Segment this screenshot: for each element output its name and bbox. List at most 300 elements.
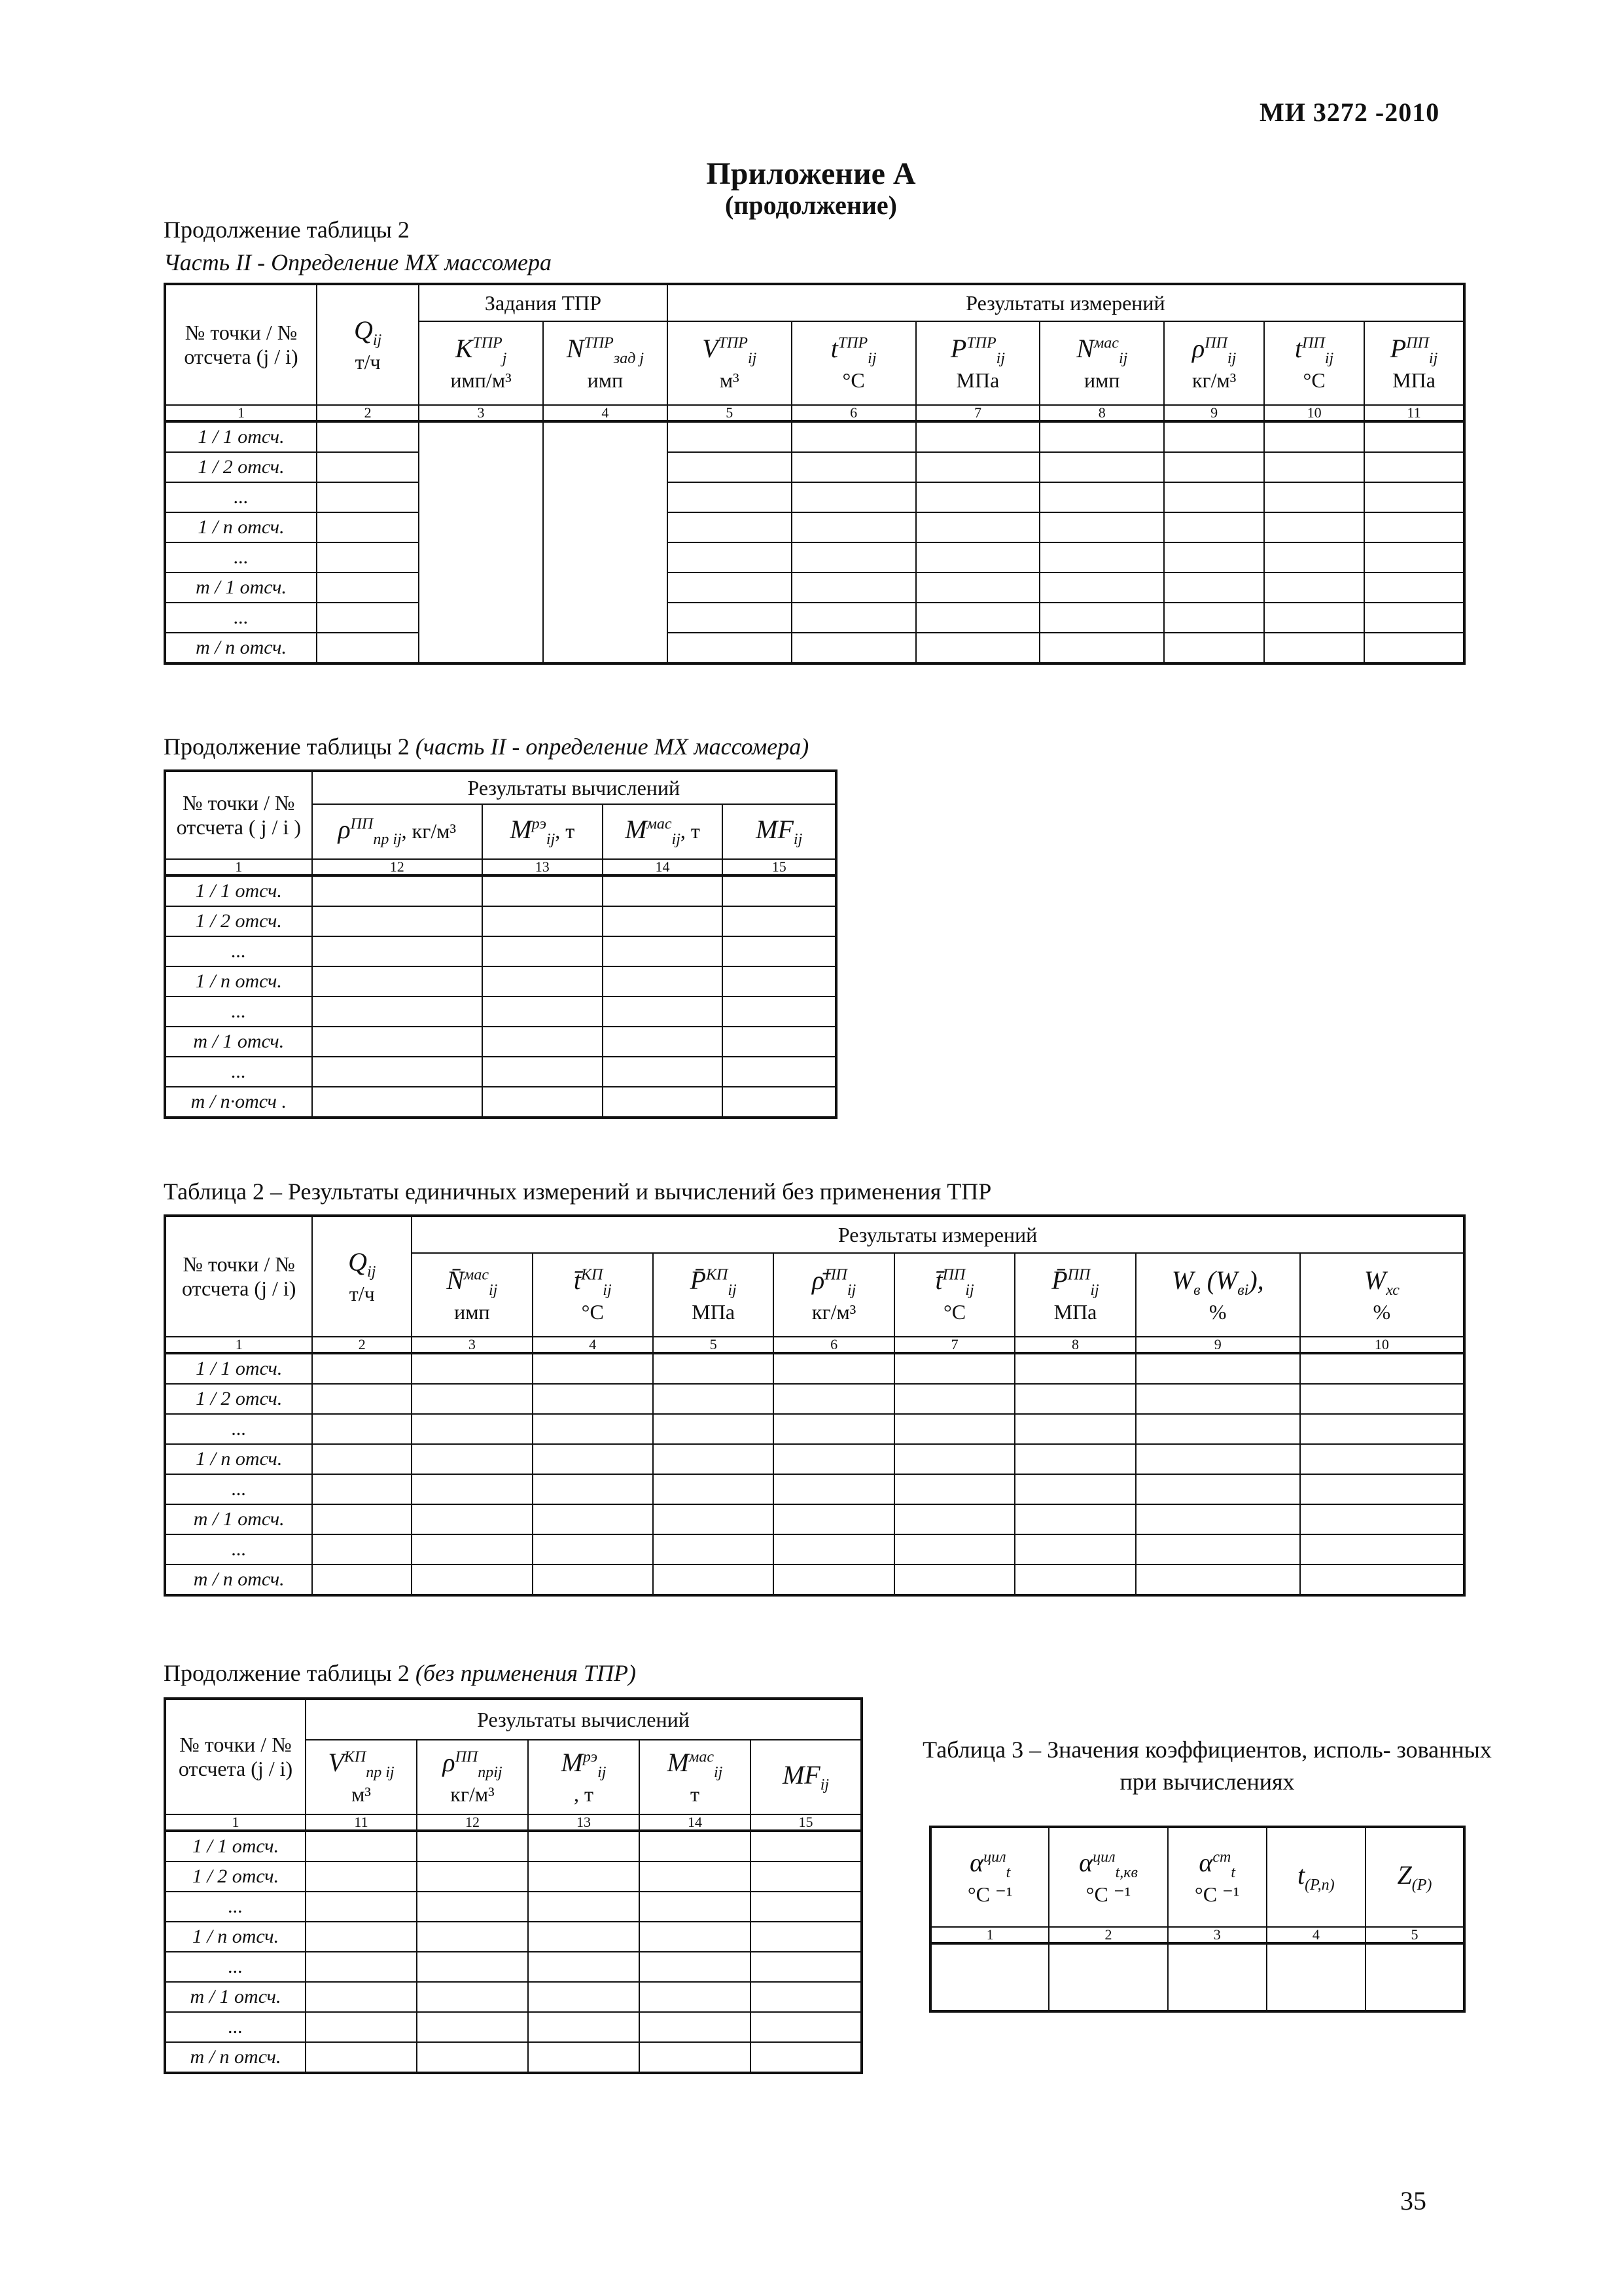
header-column xyxy=(528,1740,639,1814)
column-symbol xyxy=(690,1265,737,1299)
table-cell[interactable] xyxy=(482,1027,603,1057)
header-column xyxy=(792,321,916,405)
header-column xyxy=(412,1253,532,1337)
table-cell[interactable] xyxy=(306,2012,417,2042)
symbol-base: t xyxy=(1297,1860,1305,1890)
table-cell[interactable] xyxy=(916,512,1040,542)
table-cell[interactable] xyxy=(1136,1504,1300,1534)
table-cell[interactable] xyxy=(1015,1564,1135,1595)
table-row xyxy=(165,2012,862,2042)
table-cell-merged[interactable] xyxy=(419,421,543,663)
table-cell[interactable] xyxy=(306,1831,417,1862)
table-cell[interactable] xyxy=(653,1564,773,1595)
table-cell[interactable] xyxy=(306,2042,417,2073)
table-cell[interactable] xyxy=(312,875,482,906)
table-cell[interactable] xyxy=(773,1414,894,1444)
table-cell[interactable] xyxy=(1015,1384,1135,1414)
table-cell[interactable] xyxy=(1040,633,1164,663)
table-cell[interactable] xyxy=(528,1922,639,1952)
table-section4 xyxy=(164,1697,863,2074)
table-cell[interactable] xyxy=(1364,573,1464,603)
table-cell[interactable] xyxy=(1300,1353,1464,1384)
table-cell[interactable] xyxy=(528,1862,639,1892)
table-cell[interactable] xyxy=(916,421,1040,452)
table-cell[interactable] xyxy=(667,482,792,512)
table-cell[interactable] xyxy=(412,1414,532,1444)
table-cell[interactable] xyxy=(1136,1384,1300,1414)
table-row xyxy=(165,633,1464,663)
header-column xyxy=(750,1740,862,1814)
column-symbol xyxy=(782,1759,830,1793)
table-cell[interactable] xyxy=(1040,542,1164,573)
table-cell[interactable] xyxy=(412,1504,532,1534)
column-symbol xyxy=(1295,334,1334,368)
symbol-base: ρ xyxy=(338,814,351,844)
table-cell[interactable] xyxy=(1040,482,1164,512)
table-cell[interactable] xyxy=(1300,1474,1464,1504)
table-cell[interactable] xyxy=(412,1474,532,1504)
table-cell[interactable] xyxy=(792,482,916,512)
table-cell[interactable] xyxy=(750,1982,862,2012)
table-cell[interactable] xyxy=(1366,1943,1464,2011)
table-cell[interactable] xyxy=(412,1384,532,1414)
column-number: 5 xyxy=(667,405,792,421)
table-row xyxy=(165,1892,862,1922)
table-cell[interactable] xyxy=(1264,633,1364,663)
header-group-label: Результаты измерений xyxy=(966,291,1165,315)
table-cell[interactable] xyxy=(1164,633,1264,663)
table-cell[interactable] xyxy=(722,936,836,966)
table-cell[interactable] xyxy=(482,966,603,997)
table-cell[interactable] xyxy=(1264,421,1364,452)
table-cell[interactable] xyxy=(412,1353,532,1384)
table-cell[interactable] xyxy=(312,1504,412,1534)
table-cell[interactable] xyxy=(312,1384,412,1414)
symbol-subscript: ij xyxy=(372,332,382,349)
table-cell[interactable] xyxy=(1040,452,1164,482)
table-cell[interactable] xyxy=(667,452,792,482)
table-cell[interactable] xyxy=(792,512,916,542)
table-cell[interactable] xyxy=(773,1564,894,1595)
symbol-extra-end: ), xyxy=(1248,1265,1264,1296)
table-cell[interactable] xyxy=(417,1952,528,1982)
symbol-subscript: ij xyxy=(367,1263,376,1281)
column-symbol xyxy=(348,1247,376,1281)
table-cell-merged[interactable] xyxy=(543,421,667,663)
table-cell[interactable] xyxy=(1364,542,1464,573)
table-cell[interactable] xyxy=(1015,1353,1135,1384)
table-cell[interactable] xyxy=(773,1444,894,1474)
table-cell[interactable] xyxy=(792,603,916,633)
table-cell[interactable] xyxy=(482,875,603,906)
table-cell[interactable] xyxy=(667,603,792,633)
table-cell[interactable] xyxy=(916,482,1040,512)
table-cell[interactable] xyxy=(312,1474,412,1504)
table-cell[interactable] xyxy=(528,2012,639,2042)
header-column xyxy=(773,1253,894,1337)
table-cell[interactable] xyxy=(653,1384,773,1414)
symbol-subscript: j xyxy=(502,350,507,368)
table-cell[interactable] xyxy=(1164,603,1264,633)
table-cell[interactable] xyxy=(1364,633,1464,663)
table-cell[interactable] xyxy=(482,936,603,966)
table-cell[interactable] xyxy=(1264,542,1364,573)
table-cell[interactable] xyxy=(306,1892,417,1922)
table-cell[interactable] xyxy=(792,633,916,663)
table-cell[interactable] xyxy=(528,2042,639,2073)
symbol-extra: (W xyxy=(1200,1265,1238,1296)
table-cell[interactable] xyxy=(792,452,916,482)
table-cell[interactable] xyxy=(894,1353,1015,1384)
table-cell[interactable] xyxy=(653,1353,773,1384)
table-cell[interactable] xyxy=(750,1862,862,1892)
table-cell[interactable] xyxy=(312,906,482,936)
table-cell[interactable] xyxy=(1136,1444,1300,1474)
table-cell[interactable] xyxy=(312,1027,482,1057)
table-cell[interactable] xyxy=(482,1087,603,1118)
column-unit: имп/м³ xyxy=(450,368,512,392)
table-cell[interactable] xyxy=(1264,482,1364,512)
table-cell[interactable] xyxy=(482,1057,603,1087)
table-cell[interactable] xyxy=(894,1534,1015,1564)
table-cell[interactable] xyxy=(1164,542,1264,573)
table-cell[interactable] xyxy=(1040,512,1164,542)
table-cell[interactable] xyxy=(1164,482,1264,512)
column-symbol xyxy=(1079,1848,1138,1882)
table-cell[interactable] xyxy=(528,1831,639,1862)
table-cell[interactable] xyxy=(417,1831,528,1862)
column-number: 2 xyxy=(312,1337,412,1353)
table-cell[interactable] xyxy=(1168,1943,1267,2011)
table-cell[interactable] xyxy=(1364,512,1464,542)
table-cell[interactable] xyxy=(773,1504,894,1534)
table-cell[interactable] xyxy=(894,1444,1015,1474)
table-cell[interactable] xyxy=(1300,1564,1464,1595)
table-cell[interactable] xyxy=(894,1504,1015,1534)
row-label: 1 / 2 отсч. xyxy=(165,1384,312,1414)
table-cell[interactable] xyxy=(1264,603,1364,633)
table-cell[interactable] xyxy=(417,1922,528,1952)
table-cell[interactable] xyxy=(916,452,1040,482)
table-cell[interactable] xyxy=(1267,1943,1366,2011)
table-cell[interactable] xyxy=(1364,421,1464,452)
table-cell[interactable] xyxy=(722,997,836,1027)
column-symbol xyxy=(702,334,757,368)
table-cell[interactable] xyxy=(1364,603,1464,633)
table-cell[interactable] xyxy=(750,1892,862,1922)
table-cell[interactable] xyxy=(653,1444,773,1474)
table-section1 xyxy=(164,283,1466,665)
table-cell[interactable] xyxy=(533,1414,653,1444)
table-cell[interactable] xyxy=(792,542,916,573)
symbol-subscript: ij xyxy=(728,1282,737,1299)
header-column xyxy=(1364,321,1464,405)
column-symbol xyxy=(625,814,680,848)
table-cell[interactable] xyxy=(417,1892,528,1922)
table-cell[interactable] xyxy=(306,1982,417,2012)
symbol-base: α xyxy=(1199,1848,1213,1878)
row-label: ... xyxy=(165,1474,312,1504)
table-cell[interactable] xyxy=(1040,603,1164,633)
table-cell[interactable] xyxy=(312,1353,412,1384)
table-cell[interactable] xyxy=(773,1353,894,1384)
symbol-base: ρ̄ xyxy=(812,1265,825,1296)
table-cell[interactable] xyxy=(306,1922,417,1952)
table-cell[interactable] xyxy=(750,1831,862,1862)
table-cell[interactable] xyxy=(1015,1534,1135,1564)
table-cell[interactable] xyxy=(1164,512,1264,542)
table-cell[interactable] xyxy=(639,2012,750,2042)
table-cell[interactable] xyxy=(639,1922,750,1952)
table-cell[interactable] xyxy=(639,1952,750,1982)
column-number: 1 xyxy=(165,859,312,875)
table-cell[interactable] xyxy=(317,512,419,542)
symbol-subscript: ij xyxy=(488,1282,498,1299)
table-cell[interactable] xyxy=(317,482,419,512)
table-cell[interactable] xyxy=(417,1862,528,1892)
table-cell[interactable] xyxy=(317,542,419,573)
symbol-base: α xyxy=(970,1848,984,1878)
table-cell[interactable] xyxy=(1015,1444,1135,1474)
header-point-label: № точки / № отсчета (j / i) xyxy=(182,1252,296,1300)
table-cell[interactable] xyxy=(1040,421,1164,452)
row-label: m / 1 отсч. xyxy=(165,573,317,603)
header-group xyxy=(306,1699,862,1740)
symbol-superscript: мас xyxy=(464,1266,489,1284)
column-symbol xyxy=(328,1748,395,1782)
table-cell[interactable] xyxy=(603,1027,723,1057)
table-cell[interactable] xyxy=(412,1564,532,1595)
table-cell[interactable] xyxy=(1015,1414,1135,1444)
table-cell[interactable] xyxy=(639,2042,750,2073)
table-cell[interactable] xyxy=(1300,1504,1464,1534)
column-symbol xyxy=(1390,334,1438,368)
table-cell[interactable] xyxy=(750,2012,862,2042)
symbol-superscript: ПП xyxy=(1406,334,1429,352)
column-number: 13 xyxy=(482,859,603,875)
symbol-superscript: цил xyxy=(1093,1848,1116,1866)
table-cell[interactable] xyxy=(750,1952,862,1982)
column-number: 6 xyxy=(773,1337,894,1353)
table-cell[interactable] xyxy=(417,2042,528,2073)
table-cell[interactable] xyxy=(533,1474,653,1504)
header-column xyxy=(1136,1253,1300,1337)
table-cell[interactable] xyxy=(894,1474,1015,1504)
table-cell[interactable] xyxy=(1164,573,1264,603)
table-cell[interactable] xyxy=(317,633,419,663)
table-cell[interactable] xyxy=(603,1087,723,1118)
column-unit: т/ч xyxy=(355,349,381,374)
table-cell[interactable] xyxy=(1364,452,1464,482)
table-cell[interactable] xyxy=(312,1414,412,1444)
table-section3 xyxy=(164,1214,1466,1597)
symbol-subscript: прij xyxy=(478,1764,502,1782)
table-cell[interactable] xyxy=(603,936,723,966)
table-row xyxy=(165,1474,1464,1504)
table-cell[interactable] xyxy=(312,936,482,966)
table-cell[interactable] xyxy=(722,875,836,906)
table-cell[interactable] xyxy=(639,1892,750,1922)
table-cell[interactable] xyxy=(1164,452,1264,482)
column-unit: °C xyxy=(842,368,865,392)
table-cell[interactable] xyxy=(312,1444,412,1474)
column-unit: °C xyxy=(1303,368,1326,392)
table-cell[interactable] xyxy=(1015,1504,1135,1534)
table-cell[interactable] xyxy=(916,633,1040,663)
column-symbol xyxy=(510,814,555,848)
table-cell[interactable] xyxy=(533,1384,653,1414)
table-cell[interactable] xyxy=(722,906,836,936)
table-cell[interactable] xyxy=(528,1982,639,2012)
table-cell[interactable] xyxy=(1364,482,1464,512)
table-cell[interactable] xyxy=(667,542,792,573)
table-cell[interactable] xyxy=(930,1943,1049,2011)
table-cell[interactable] xyxy=(1136,1564,1300,1595)
header-column xyxy=(916,321,1040,405)
symbol-base: M xyxy=(625,814,647,844)
table-cell[interactable] xyxy=(533,1534,653,1564)
table-row xyxy=(165,603,1464,633)
table-cell[interactable] xyxy=(750,2042,862,2073)
table-cell[interactable] xyxy=(312,1057,482,1087)
symbol-base: MF xyxy=(756,814,794,844)
table-cell[interactable] xyxy=(1136,1474,1300,1504)
table-cell[interactable] xyxy=(603,997,723,1027)
table-cell[interactable] xyxy=(533,1504,653,1534)
symbol-superscript: ТПР xyxy=(966,334,996,352)
table-cell[interactable] xyxy=(667,421,792,452)
symbol-subscript: ij xyxy=(671,830,680,848)
table-cell[interactable] xyxy=(792,573,916,603)
table-cell[interactable] xyxy=(306,1952,417,1982)
table-cell[interactable] xyxy=(317,421,419,452)
table-cell[interactable] xyxy=(312,1534,412,1564)
row-label: m / 1 отсч. xyxy=(165,1504,312,1534)
column-unit: % xyxy=(1373,1299,1391,1324)
row-label: 1 / 2 отсч. xyxy=(165,1862,306,1892)
table-cell[interactable] xyxy=(773,1534,894,1564)
table-cell[interactable] xyxy=(894,1384,1015,1414)
table-cell[interactable] xyxy=(773,1474,894,1504)
table-cell[interactable] xyxy=(653,1534,773,1564)
table-cell[interactable] xyxy=(653,1474,773,1504)
table-cell[interactable] xyxy=(1049,1943,1167,2011)
symbol-subscript: ij xyxy=(1324,350,1334,368)
symbol-base: V xyxy=(702,334,718,364)
table-cell[interactable] xyxy=(528,1952,639,1982)
table-cell[interactable] xyxy=(916,542,1040,573)
table-cell[interactable] xyxy=(603,875,723,906)
table-cell[interactable] xyxy=(417,1982,528,2012)
table-cell[interactable] xyxy=(1264,512,1364,542)
table-cell[interactable] xyxy=(1136,1414,1300,1444)
table-cell[interactable] xyxy=(312,966,482,997)
table-cell[interactable] xyxy=(894,1414,1015,1444)
table-cell[interactable] xyxy=(417,2012,528,2042)
table-cell[interactable] xyxy=(528,1892,639,1922)
table-cell[interactable] xyxy=(916,573,1040,603)
column-number: 5 xyxy=(653,1337,773,1353)
symbol-superscript: ПП xyxy=(1067,1266,1091,1284)
header-column xyxy=(722,804,836,859)
header-point-number xyxy=(165,1699,306,1814)
table-cell[interactable] xyxy=(312,1564,412,1595)
table-cell[interactable] xyxy=(412,1444,532,1474)
document-code: МИ 3272 -2010 xyxy=(1260,97,1440,127)
table-cell[interactable] xyxy=(1264,573,1364,603)
table-cell[interactable] xyxy=(1164,421,1264,452)
table-cell[interactable] xyxy=(1264,452,1364,482)
table-cell[interactable] xyxy=(639,1982,750,2012)
row-label: m / n отсч. xyxy=(165,2042,306,2073)
table-cell[interactable] xyxy=(1136,1534,1300,1564)
table-cell[interactable] xyxy=(894,1564,1015,1595)
column-number: 1 xyxy=(165,405,317,421)
table-cell[interactable] xyxy=(639,1862,750,1892)
table-cell[interactable] xyxy=(306,1862,417,1892)
table-cell[interactable] xyxy=(653,1414,773,1444)
table-cell[interactable] xyxy=(533,1564,653,1595)
table-cell[interactable] xyxy=(312,997,482,1027)
column-number: 3 xyxy=(1168,1927,1267,1943)
header-column xyxy=(930,1827,1049,1927)
symbol-superscript: ТПР xyxy=(472,334,502,352)
row-label: 1 / 2 отсч. xyxy=(165,906,312,936)
header-column xyxy=(533,1253,653,1337)
table-cell[interactable] xyxy=(412,1534,532,1564)
table-cell[interactable] xyxy=(722,1057,836,1087)
header-group xyxy=(312,771,836,804)
table-cell[interactable] xyxy=(667,633,792,663)
table-cell[interactable] xyxy=(667,512,792,542)
table-cell[interactable] xyxy=(482,997,603,1027)
table-cell[interactable] xyxy=(667,573,792,603)
table-cell[interactable] xyxy=(916,603,1040,633)
table-cell[interactable] xyxy=(722,1087,836,1118)
table-cell[interactable] xyxy=(1300,1534,1464,1564)
column-symbol xyxy=(566,334,644,368)
table-cell[interactable] xyxy=(1015,1474,1135,1504)
table-cell[interactable] xyxy=(317,603,419,633)
symbol-superscript: ПП xyxy=(1302,334,1325,352)
column-number: 8 xyxy=(1015,1337,1135,1353)
table-cell[interactable] xyxy=(603,1057,723,1087)
table-cell[interactable] xyxy=(603,966,723,997)
symbol-subscript: ij xyxy=(847,1282,856,1299)
table-cell[interactable] xyxy=(312,1087,482,1118)
table-cell[interactable] xyxy=(639,1831,750,1862)
table-cell[interactable] xyxy=(317,452,419,482)
table-cell[interactable] xyxy=(603,906,723,936)
table-cell[interactable] xyxy=(773,1384,894,1414)
table-cell[interactable] xyxy=(1040,573,1164,603)
table-cell[interactable] xyxy=(1300,1384,1464,1414)
header-group xyxy=(412,1216,1464,1253)
table-cell[interactable] xyxy=(482,906,603,936)
table-cell[interactable] xyxy=(792,421,916,452)
column-symbol xyxy=(812,1265,856,1299)
table-cell[interactable] xyxy=(1136,1353,1300,1384)
table-cell[interactable] xyxy=(533,1444,653,1474)
table-cell[interactable] xyxy=(722,1027,836,1057)
table-cell[interactable] xyxy=(533,1353,653,1384)
table-cell[interactable] xyxy=(653,1504,773,1534)
table-cell[interactable] xyxy=(1300,1444,1464,1474)
table-cell[interactable] xyxy=(1300,1414,1464,1444)
table-cell[interactable] xyxy=(750,1922,862,1952)
table-cell[interactable] xyxy=(722,966,836,997)
table-cell[interactable] xyxy=(317,573,419,603)
